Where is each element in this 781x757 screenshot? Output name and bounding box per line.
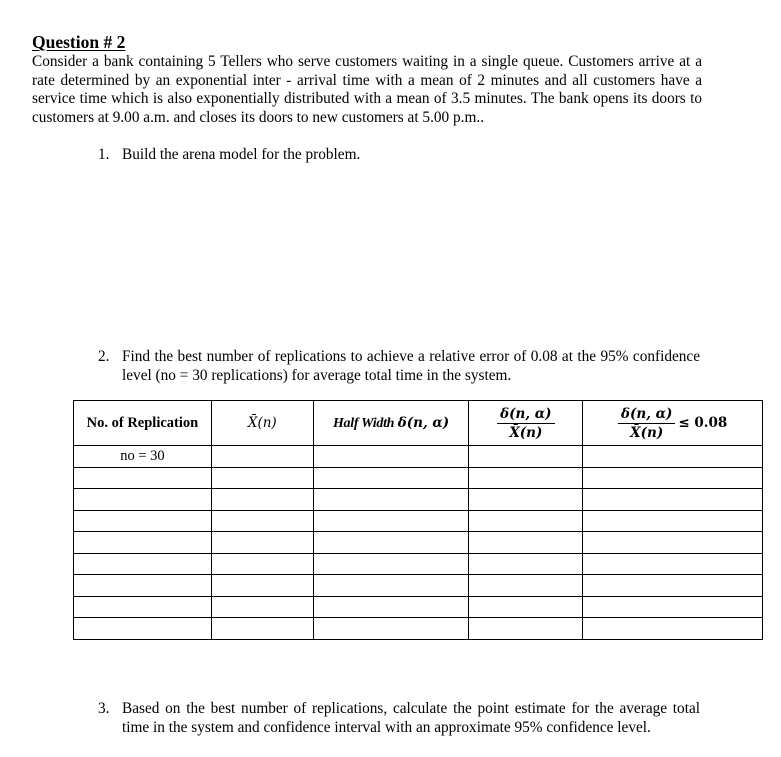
table-row bbox=[74, 596, 763, 618]
table-row bbox=[74, 618, 763, 640]
table-header-row bbox=[74, 401, 763, 446]
table-cell bbox=[74, 596, 212, 618]
table-cell bbox=[211, 575, 313, 597]
task-number: 1. bbox=[98, 146, 110, 163]
table-cell bbox=[469, 575, 583, 597]
table-cell bbox=[211, 510, 313, 532]
task-text: Find the best number of replications to achieve a relative error of 0.08 at the 95% confidence level (no = 30 replications) for average total time in the system. bbox=[122, 348, 700, 384]
table-row bbox=[74, 575, 763, 597]
table-cell bbox=[583, 575, 763, 597]
task-text: Based on the best number of replications, calculate the point estimate for the average total time in the system and confidence interval with an approximate 95% confidence level. bbox=[122, 700, 700, 736]
table-cell bbox=[469, 467, 583, 489]
task-text: Build the arena model for the problem. bbox=[122, 146, 361, 163]
table-cell bbox=[74, 467, 212, 489]
table-cell bbox=[469, 446, 583, 468]
table-cell bbox=[211, 596, 313, 618]
table-cell bbox=[583, 532, 763, 554]
table-cell bbox=[211, 446, 313, 468]
table-row bbox=[74, 446, 763, 468]
criterion-comparison: ≤ 0.08 bbox=[678, 415, 728, 431]
table-cell bbox=[74, 618, 212, 640]
ratio-fraction bbox=[497, 406, 554, 441]
table-cell bbox=[469, 618, 583, 640]
table-cell bbox=[469, 489, 583, 511]
header-replication: No. of Replication bbox=[74, 401, 212, 446]
half-width-symbol: δ(n, α) bbox=[397, 414, 450, 431]
criterion-fraction bbox=[618, 406, 675, 441]
table-row bbox=[74, 510, 763, 532]
criterion-denominator: X̄(n) bbox=[630, 424, 664, 441]
table-cell bbox=[583, 467, 763, 489]
table-cell bbox=[313, 489, 469, 511]
task-number: 2. bbox=[98, 348, 110, 365]
table-cell bbox=[583, 446, 763, 468]
table-cell bbox=[469, 553, 583, 575]
table-cell bbox=[583, 489, 763, 511]
table-cell bbox=[74, 489, 212, 511]
header-mean bbox=[211, 401, 313, 446]
table-cell bbox=[313, 553, 469, 575]
table-cell bbox=[211, 467, 313, 489]
table-cell bbox=[583, 596, 763, 618]
table-row bbox=[74, 532, 763, 554]
table-cell bbox=[74, 510, 212, 532]
question-title: Question # 2 bbox=[32, 32, 126, 52]
table-cell bbox=[74, 553, 212, 575]
table-cell bbox=[583, 618, 763, 640]
table-cell bbox=[211, 489, 313, 511]
table-cell bbox=[211, 532, 313, 554]
table-cell bbox=[74, 532, 212, 554]
ratio-denominator: X̄(n) bbox=[509, 424, 543, 441]
header-criterion bbox=[583, 401, 763, 446]
header-ratio bbox=[469, 401, 583, 446]
first-row-label: no = 30 bbox=[74, 446, 212, 468]
half-width-label: Half Width bbox=[332, 415, 395, 431]
table-cell bbox=[313, 532, 469, 554]
table-row bbox=[74, 489, 763, 511]
ratio-numerator: δ(n, α) bbox=[497, 406, 554, 424]
table-cell bbox=[211, 618, 313, 640]
table-cell bbox=[469, 596, 583, 618]
table-cell bbox=[313, 446, 469, 468]
table-cell bbox=[313, 618, 469, 640]
criterion-numerator: δ(n, α) bbox=[618, 406, 675, 424]
table-cell bbox=[469, 532, 583, 554]
table-cell bbox=[211, 553, 313, 575]
table-cell bbox=[583, 510, 763, 532]
table-cell bbox=[313, 596, 469, 618]
header-half-width bbox=[313, 401, 469, 446]
table-cell bbox=[313, 575, 469, 597]
replication-table bbox=[73, 400, 763, 640]
mean-symbol: X̄(n) bbox=[247, 414, 277, 431]
table-cell bbox=[313, 467, 469, 489]
table-cell bbox=[583, 553, 763, 575]
table-row bbox=[74, 553, 763, 575]
table-row bbox=[74, 467, 763, 489]
table-cell bbox=[469, 510, 583, 532]
table-cell bbox=[313, 510, 469, 532]
table-cell bbox=[74, 575, 212, 597]
question-intro: Consider a bank containing 5 Tellers who serve customers waiting in a single queue. Customers arrive at a rate determined by an exponential inter - arrival time with a mean of 2 minutes and all customers have a service time which is also exponentially distributed with a mean of 3.5 minutes. The bank opens its doors to customers at 9.00 a.m. and closes its doors to new customers at 5.00 p.m.. bbox=[32, 53, 702, 126]
task-number: 3. bbox=[98, 700, 110, 717]
